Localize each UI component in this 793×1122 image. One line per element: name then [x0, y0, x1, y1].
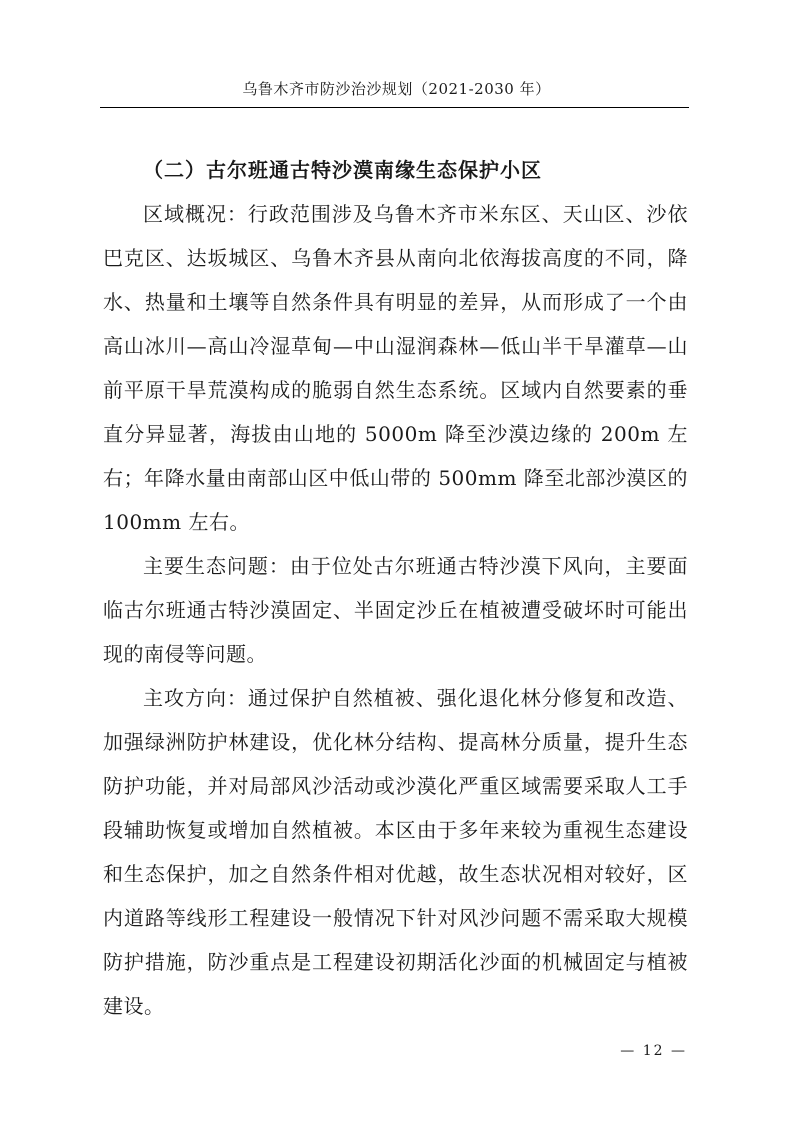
page-number: — 12 — — [620, 1043, 687, 1059]
paragraph-problems: 主要生态问题：由于位处古尔班通古特沙漠下风向，主要面临古尔班通古特沙漠固定、半固定沙丘在植被遭受破坏时可能出现的南侵等问题。 — [103, 554, 688, 666]
running-header: 乌鲁木齐市防沙治沙规划（2021-2030 年） — [242, 80, 551, 98]
paragraph-overview: 区域概况：行政范围涉及乌鲁木齐市米东区、天山区、沙依巴克区、达坂城区、乌鲁木齐县从南向北依海拔高度的不同，降水、热量和土壤等自然条件具有明显的差异，从而形成了一个由高山冰川—高山冷湿草甸—中山湿润森林—低山半干旱灌草—山前平原干旱荒漠构成的脆弱自然生态系统。区域内自然要素的垂直分异显著，海拔由山地的 5000m 降至沙漠边缘的 200m 左右；年降水量由南部山区中低山带的 500mm 降至北部沙漠区的 100mm 左右。 — [103, 202, 688, 534]
paragraph-direction: 主攻方向：通过保护自然植被、强化退化林分修复和改造、加强绿洲防护林建设，优化林分结构、提高林分质量，提升生态防护功能，并对局部风沙活动或沙漠化严重区域需要采取人工手段辅助恢复或增加自然植被。本区由于多年来较为重视生态建设和生态保护，加之自然条件相对优越，故生态状况相对较好，区内道路等线形工程建设一般情况下针对风沙问题不需采取大规模防护措施，防沙重点是工程建设初期活化沙面的机械固定与植被建设。 — [103, 686, 688, 1018]
header-divider — [100, 107, 689, 108]
body-text — [103, 148, 688, 1028]
section-heading: （二）古尔班通古特沙漠南缘生态保护小区 — [143, 158, 542, 182]
